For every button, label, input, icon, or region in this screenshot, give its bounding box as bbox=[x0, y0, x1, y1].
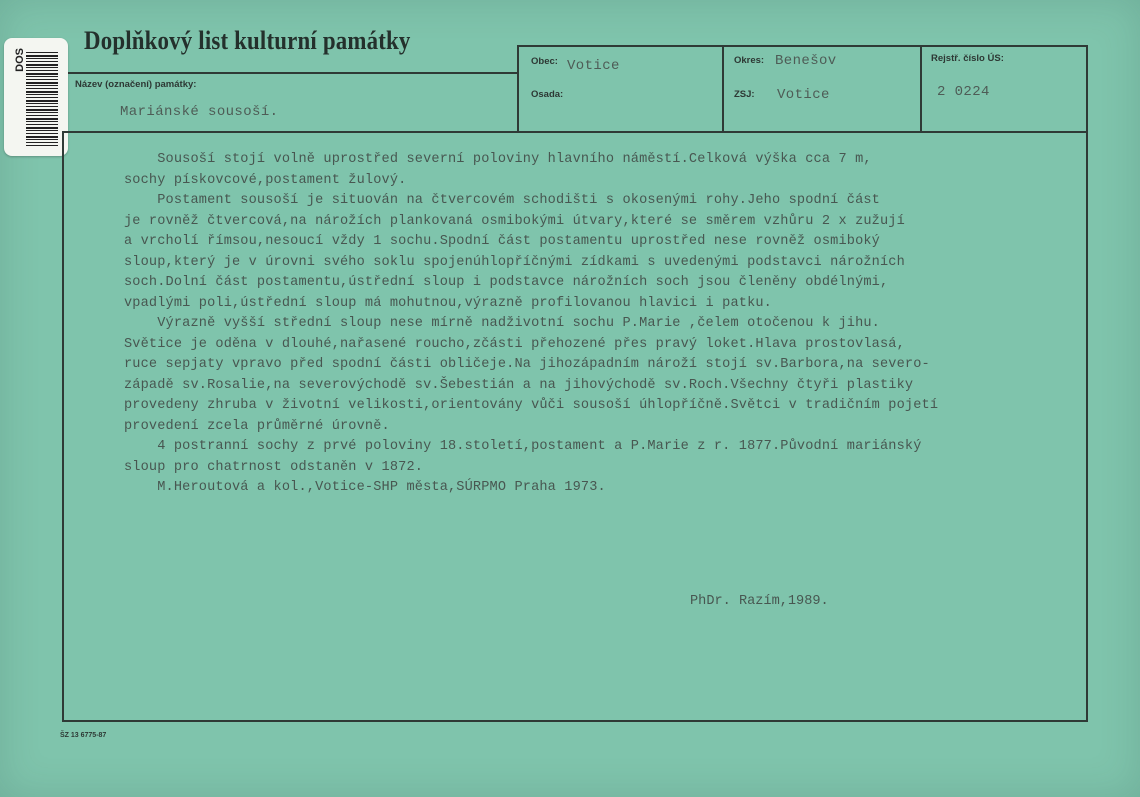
header-top-rule bbox=[517, 45, 1088, 47]
frame-bottom-border bbox=[62, 720, 1088, 722]
barcode-icon bbox=[26, 52, 58, 146]
header-bottom-rule bbox=[62, 131, 1088, 133]
description-text bbox=[124, 150, 1064, 499]
osada-label: Osada: bbox=[531, 89, 564, 100]
body-line: Sousoší stojí volně uprostřed severní poloviny hlavního náměstí.Celková výška cca 7 m, bbox=[124, 152, 872, 167]
zsj-value: Votice bbox=[777, 87, 830, 103]
frame-right-border bbox=[1086, 131, 1088, 722]
body-line: provedení zcela průměrné úrovně. bbox=[124, 418, 390, 434]
obec-label: Obec: bbox=[531, 56, 558, 67]
page-title: Doplňkový list kulturní památky bbox=[84, 26, 411, 55]
body-line: je rovněž čtvercová,na nárožích plankovaná osmibokými útvary,které se směrem vzhůru 2 x zužují bbox=[124, 213, 905, 229]
body-line: M.Heroutová a kol.,Votice-SHP města,SÚRPMO Praha 1973. bbox=[124, 480, 606, 495]
barcode-code: DOS bbox=[14, 48, 26, 72]
body-line: západě sv.Rosalie,na severovýchodě sv.Šebestián a na jihovýchodě sv.Roch.Všechny čtyři plastiky bbox=[124, 377, 914, 393]
box-right-border bbox=[1086, 45, 1088, 133]
footer-code: ŠZ 13 6775-87 bbox=[60, 732, 107, 739]
body-line: provedeny zhruba v životní velikosti,orientovány vůči sousoší úhlopříčně.Světci v tradičním pojetí bbox=[124, 398, 939, 413]
body-line: ruce sepjaty vpravo před spodní části obličeje.Na jihozápadním nároží stojí sv.Barbora,na severo- bbox=[124, 357, 930, 372]
rejstr-value: 2 0224 bbox=[937, 84, 990, 100]
obec-okres-divider bbox=[722, 45, 724, 133]
okres-label: Okres: bbox=[734, 55, 765, 66]
okres-rejstr-divider bbox=[920, 45, 922, 133]
nazev-value: Mariánské sousoší. bbox=[120, 104, 279, 120]
barcode-tag bbox=[4, 38, 68, 156]
body-line: a vrcholí římsou,nesoucí vždy 1 sochu.Spodní část postamentu uprostřed nese rovněž osmiboký bbox=[124, 234, 880, 249]
body-line: Světice je oděna v dlouhé,nařasené roucho,zčásti přehozené přes pravý loket.Hlava prostovlasá, bbox=[124, 336, 905, 352]
signature: PhDr. Razím,1989. bbox=[690, 594, 829, 609]
frame-left-border bbox=[62, 131, 64, 722]
okres-value: Benešov bbox=[775, 53, 837, 69]
body-line: Postament sousoší je situován na čtvercovém schodišti s okosenými rohy.Jeho spodní část bbox=[124, 193, 880, 208]
body-line: 4 postranní sochy z prvé poloviny 18.století,postament a P.Marie z r. 1877.Původní mariánský bbox=[124, 439, 922, 454]
box-left-border bbox=[517, 45, 519, 133]
body-line: sloup pro chatrnost odstaněn v 1872. bbox=[124, 459, 424, 475]
obec-value: Votice bbox=[567, 58, 620, 74]
rejstr-label: Rejstř. číslo ÚS: bbox=[931, 53, 1004, 64]
zsj-label: ZSJ: bbox=[734, 89, 755, 100]
title-underline bbox=[68, 72, 518, 74]
body-line: sloup,který je v úrovni svého soklu spojenúhlopříčnými zídkami s uvedenými podstavci nárožních bbox=[124, 254, 905, 270]
body-line: soch.Dolní část postamentu,ústřední sloup i podstavce nárožních soch jsou členěny obdélnými, bbox=[124, 275, 889, 290]
body-line: sochy pískovcové,postament žulový. bbox=[124, 172, 407, 188]
body-line: vpadlými poli,ústřední sloup má mohutnou,výrazně profilovanou hlavici i patku. bbox=[124, 295, 772, 311]
nazev-label: Název (označení) památky: bbox=[75, 79, 197, 90]
body-line: Výrazně vyšší střední sloup nese mírně nadživotní sochu P.Marie ,čelem otočenou k jihu. bbox=[124, 316, 880, 331]
